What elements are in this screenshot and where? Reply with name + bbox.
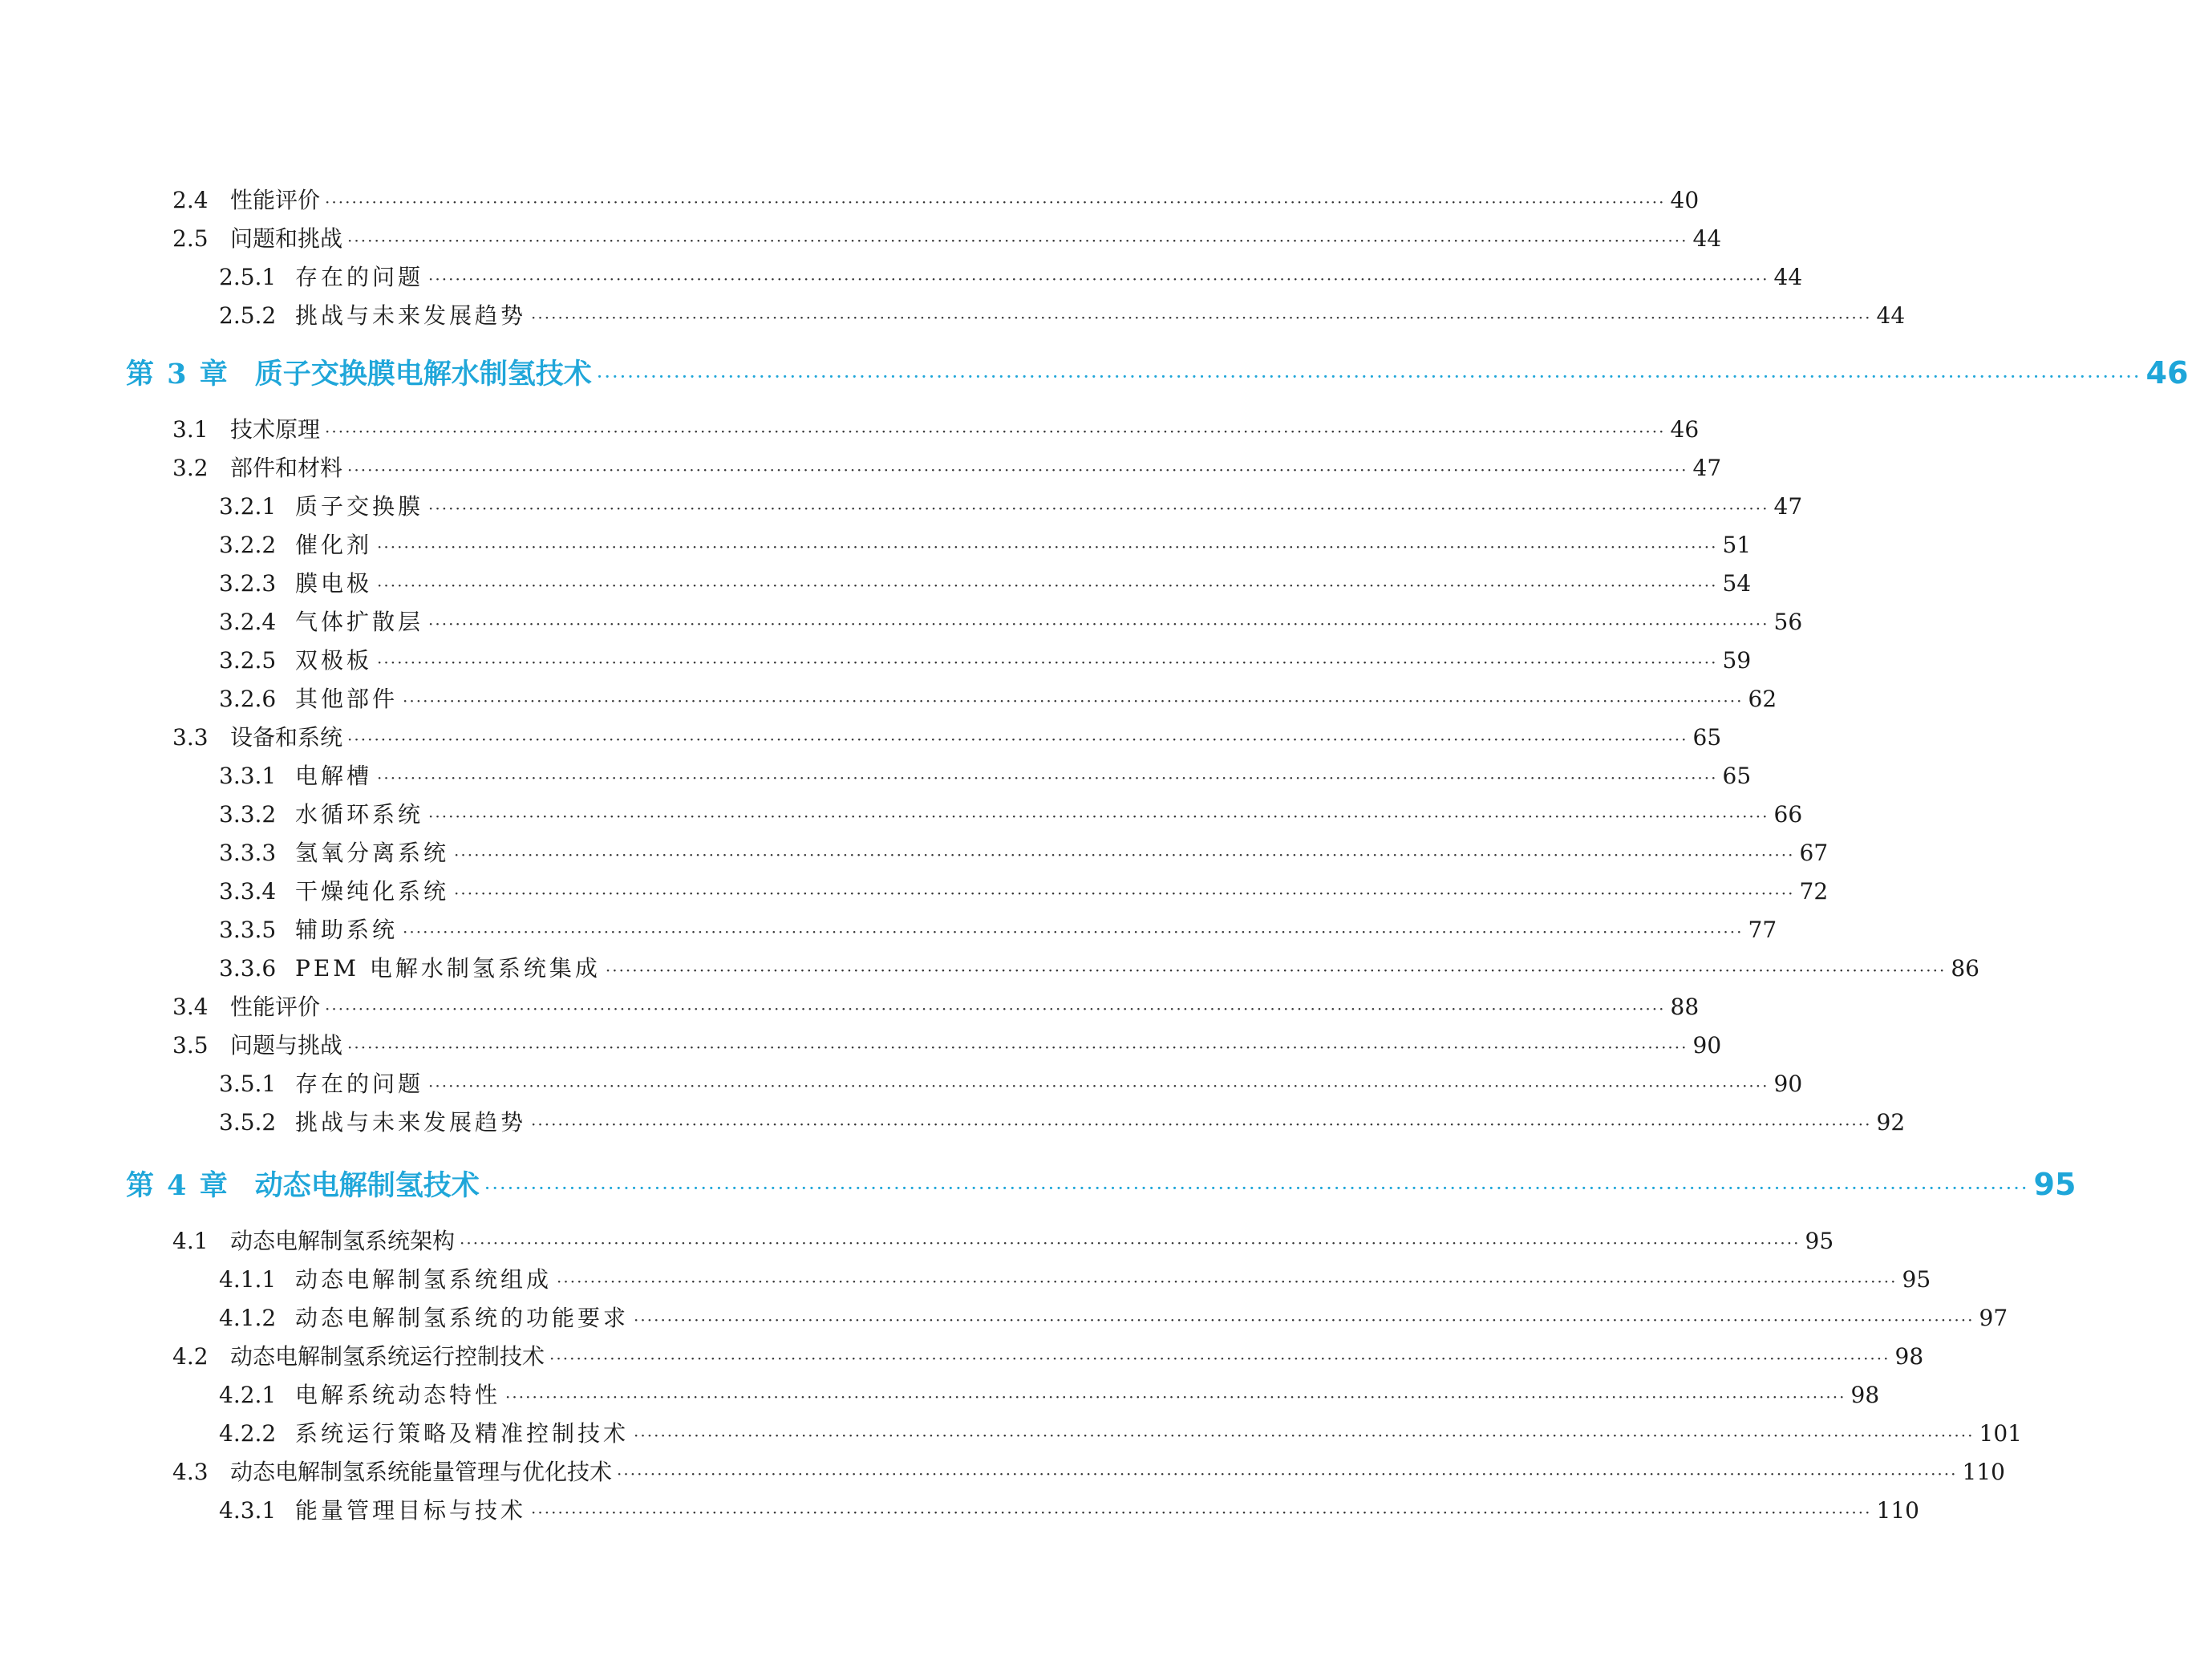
toc-entry-number: 3.3 <box>172 724 209 751</box>
toc-entry-page-number: 90 <box>1773 1071 1803 1097</box>
toc-entry[interactable] <box>172 452 1722 484</box>
toc-entry[interactable] <box>172 1341 1924 1373</box>
toc-entry-page-number: 46 <box>1670 416 1700 443</box>
dot-leader: ········································································································································································································ <box>325 999 1666 1018</box>
toc-entry-title: 膜电极 <box>295 570 373 597</box>
toc-entry[interactable] <box>172 184 1700 217</box>
toc-entry-number: 2.5.2 <box>219 302 277 329</box>
toc-entry-number: 4.3.1 <box>219 1497 277 1524</box>
dot-leader: ········································································································································································································ <box>605 961 1947 980</box>
toc-entry-number: 3.5.1 <box>219 1071 277 1097</box>
toc-entry-page-number: 95 <box>1902 1266 1931 1293</box>
toc-entry-title: 动态电解制氢系统组成 <box>295 1266 553 1293</box>
toc-entry-page-number: 46 <box>2145 355 2188 391</box>
dot-leader: ········································································································································································································ <box>428 269 1769 289</box>
toc-entry[interactable] <box>219 914 1777 946</box>
toc-entry-title: 动态电解制氢系统能量管理与优化技术 <box>230 1459 613 1485</box>
toc-entry[interactable] <box>219 1107 1906 1139</box>
toc-entry-title: 电解槽 <box>295 763 373 789</box>
toc-entry-page-number: 98 <box>1850 1382 1880 1408</box>
dot-leader: ········································································································································································································ <box>531 1115 1872 1134</box>
dot-leader: ········································································································································································································ <box>454 884 1795 903</box>
toc-entry-number: 第 3 章 <box>126 358 229 391</box>
dot-leader: ········································································································································································································ <box>347 460 1688 480</box>
toc-entry-title: 部件和材料 <box>230 455 343 481</box>
toc-entry[interactable] <box>219 568 1752 600</box>
toc-chapter-entry[interactable] <box>126 353 2188 393</box>
toc-entry-title: 电解系统动态特性 <box>295 1382 501 1408</box>
dot-leader: ········································································································································································································ <box>596 366 2141 388</box>
toc-entry-title: 质子交换膜电解水制氢技术 <box>254 358 592 391</box>
toc-entry-number: 3.3.5 <box>219 917 277 943</box>
toc-entry-number: 4.2.2 <box>219 1420 277 1447</box>
toc-entry-title: 辅助系统 <box>295 917 399 943</box>
toc-entry-number: 3.2.1 <box>219 493 277 520</box>
toc-entry-page-number: 62 <box>1748 686 1777 712</box>
toc-entry[interactable] <box>172 1225 1834 1257</box>
toc-entry-page-number: 54 <box>1722 570 1752 597</box>
toc-entry-title: 性能评价 <box>230 994 321 1020</box>
toc-entry[interactable] <box>219 683 1777 715</box>
toc-entry[interactable] <box>219 799 1803 831</box>
toc-entry-page-number: 90 <box>1692 1032 1722 1059</box>
toc-entry-number: 3.3.4 <box>219 878 277 905</box>
dot-leader: ········································································································································································································ <box>403 691 1744 710</box>
toc-entry[interactable] <box>219 1264 1931 1296</box>
dot-leader: ········································································································································································································ <box>428 1076 1769 1095</box>
toc-entry-title: 存在的问题 <box>295 264 424 290</box>
toc-entry-number: 2.5 <box>172 225 209 252</box>
toc-entry-number: 3.2.6 <box>219 686 277 712</box>
toc-entry-title: 动态电解制氢技术 <box>254 1169 480 1202</box>
toc-entry[interactable] <box>219 760 1752 792</box>
dot-leader: ········································································································································································································ <box>377 537 1718 557</box>
toc-entry-page-number: 47 <box>1692 455 1722 481</box>
toc-entry-page-number: 86 <box>1951 955 1979 982</box>
toc-entry-page-number: 97 <box>1979 1305 2008 1331</box>
toc-entry-title: PEM 电解水制氢系统集成 <box>295 955 601 982</box>
toc-entry[interactable] <box>219 300 1906 332</box>
toc-entry-number: 4.3 <box>172 1459 209 1485</box>
toc-entry[interactable] <box>172 1456 2005 1488</box>
toc-entry-page-number: 77 <box>1748 917 1777 943</box>
toc-chapter-entry[interactable] <box>126 1164 2077 1204</box>
toc-entry-title: 技术原理 <box>230 416 321 443</box>
toc-entry-number: 3.4 <box>172 994 209 1020</box>
toc-entry-number: 4.1.1 <box>219 1266 277 1293</box>
toc-entry-number: 3.1 <box>172 416 209 443</box>
toc-entry-title: 动态电解制氢系统架构 <box>230 1228 456 1254</box>
toc-entry[interactable] <box>219 491 1803 523</box>
dot-leader: ········································································································································································································ <box>634 1426 1975 1445</box>
dot-leader: ········································································································································································································ <box>347 730 1688 749</box>
toc-entry-number: 3.3.1 <box>219 763 277 789</box>
toc-entry-title: 质子交换膜 <box>295 493 424 520</box>
toc-entry-title: 存在的问题 <box>295 1071 424 1097</box>
dot-leader: ········································································································································································································ <box>428 807 1769 826</box>
toc-entry-number: 4.2.1 <box>219 1382 277 1408</box>
toc-entry[interactable] <box>219 1068 1803 1100</box>
dot-leader: ········································································································································································································ <box>347 231 1688 250</box>
toc-entry-number: 2.5.1 <box>219 264 277 290</box>
dot-leader: ········································································································································································································ <box>347 1038 1688 1057</box>
dot-leader: ········································································································································································································ <box>505 1387 1846 1407</box>
dot-leader: ········································································································································································································ <box>377 653 1718 672</box>
toc-entry-number: 3.2.3 <box>219 570 277 597</box>
toc-entry-page-number: 56 <box>1773 609 1803 635</box>
toc-entry-title: 催化剂 <box>295 532 373 558</box>
toc-entry-title: 水循环系统 <box>295 801 424 828</box>
dot-leader: ········································································································································································································ <box>531 308 1872 327</box>
toc-entry-title: 动态电解制氢系统的功能要求 <box>295 1305 630 1331</box>
toc-entry-page-number: 65 <box>1722 763 1752 789</box>
toc-entry-number: 第 4 章 <box>126 1169 229 1202</box>
toc-entry-page-number: 92 <box>1876 1109 1906 1136</box>
toc-entry-title: 双极板 <box>295 647 373 674</box>
toc-entry[interactable] <box>219 645 1752 677</box>
toc-entry-page-number: 101 <box>1979 1420 2022 1447</box>
toc-entry[interactable] <box>219 837 1829 869</box>
toc-entry-number: 3.5 <box>172 1032 209 1059</box>
dot-leader: ········································································································································································································ <box>377 768 1718 787</box>
toc-entry[interactable] <box>172 414 1700 446</box>
toc-entry[interactable] <box>219 1418 2022 1450</box>
toc-entry-page-number: 44 <box>1773 264 1803 290</box>
toc-entry[interactable] <box>219 261 1803 293</box>
toc-entry-title: 干燥纯化系统 <box>295 878 450 905</box>
toc-entry-number: 3.3.3 <box>219 840 277 866</box>
toc-entry-number: 3.2.4 <box>219 609 277 635</box>
dot-leader: ········································································································································································································ <box>403 922 1744 941</box>
dot-leader: ········································································································································································································ <box>377 576 1718 595</box>
toc-entry-title: 挑战与未来发展趋势 <box>295 1109 527 1136</box>
dot-leader: ········································································································································································································ <box>634 1310 1975 1330</box>
toc-entry-page-number: 59 <box>1722 647 1752 674</box>
toc-entry-page-number: 110 <box>1962 1459 2005 1485</box>
toc-entry-page-number: 66 <box>1773 801 1803 828</box>
toc-entry-title: 其他部件 <box>295 686 399 712</box>
toc-entry-number: 3.3.2 <box>219 801 277 828</box>
toc-entry-title: 设备和系统 <box>230 724 343 751</box>
toc-entry[interactable] <box>219 606 1803 638</box>
toc-entry-number: 3.2 <box>172 455 209 481</box>
toc-entry-page-number: 95 <box>2033 1167 2077 1202</box>
toc-entry[interactable] <box>219 876 1829 908</box>
toc-entry-page-number: 51 <box>1722 532 1752 558</box>
toc-entry-number: 4.2 <box>172 1343 209 1370</box>
toc-entry[interactable] <box>172 722 1722 754</box>
toc-entry-title: 气体扩散层 <box>295 609 424 635</box>
toc-entry-title: 问题和挑战 <box>230 225 343 252</box>
toc-entry[interactable] <box>172 223 1722 255</box>
toc-entry-title: 动态电解制氢系统运行控制技术 <box>230 1343 545 1370</box>
toc-entry-page-number: 67 <box>1799 840 1829 866</box>
toc-entry-number: 3.5.2 <box>219 1109 277 1136</box>
toc-entry-page-number: 72 <box>1799 878 1829 905</box>
toc-entry-number: 3.2.2 <box>219 532 277 558</box>
dot-leader: ········································································································································································································ <box>617 1464 1958 1484</box>
dot-leader: ········································································································································································································ <box>460 1233 1801 1253</box>
toc-entry-page-number: 88 <box>1670 994 1700 1020</box>
toc-entry-title: 挑战与未来发展趋势 <box>295 302 527 329</box>
toc-entry-page-number: 44 <box>1692 225 1722 252</box>
toc-entry-title: 能量管理目标与技术 <box>295 1497 527 1524</box>
toc-entry-number: 3.3.6 <box>219 955 277 982</box>
dot-leader: ········································································································································································································ <box>484 1177 2029 1200</box>
toc-entry-title: 性能评价 <box>230 187 321 213</box>
toc-entry-page-number: 98 <box>1894 1343 1924 1370</box>
toc-entry[interactable] <box>219 953 1979 985</box>
toc-entry-page-number: 110 <box>1876 1497 1919 1524</box>
toc-entry[interactable] <box>172 991 1700 1023</box>
toc-entry[interactable] <box>219 1302 2008 1334</box>
toc-entry[interactable] <box>219 529 1752 561</box>
toc-entry-page-number: 47 <box>1773 493 1803 520</box>
toc-entry[interactable] <box>219 1379 1880 1411</box>
toc-entry-page-number: 40 <box>1670 187 1700 213</box>
toc-entry-page-number: 95 <box>1805 1228 1834 1254</box>
toc-entry-page-number: 44 <box>1876 302 1906 329</box>
dot-leader: ········································································································································································································ <box>549 1349 1890 1368</box>
dot-leader: ········································································································································································································ <box>428 614 1769 634</box>
toc-entry-number: 4.1 <box>172 1228 209 1254</box>
dot-leader: ········································································································································································································ <box>325 192 1666 212</box>
toc-entry-number: 2.4 <box>172 187 209 213</box>
dot-leader: ········································································································································································································ <box>325 422 1666 441</box>
dot-leader: ········································································································································································································ <box>557 1272 1898 1291</box>
toc-entry-title: 问题与挑战 <box>230 1032 343 1059</box>
toc-entry-number: 3.2.5 <box>219 647 277 674</box>
dot-leader: ········································································································································································································ <box>531 1503 1872 1522</box>
toc-entry-number: 4.1.2 <box>219 1305 277 1331</box>
toc-entry-page-number: 65 <box>1692 724 1722 751</box>
toc-entry[interactable] <box>172 1030 1722 1062</box>
toc-entry-title: 系统运行策略及精准控制技术 <box>295 1420 630 1447</box>
dot-leader: ········································································································································································································ <box>428 499 1769 518</box>
dot-leader: ········································································································································································································ <box>454 845 1795 864</box>
toc-entry-title: 氢氧分离系统 <box>295 840 450 866</box>
toc-entry[interactable] <box>219 1495 1919 1527</box>
